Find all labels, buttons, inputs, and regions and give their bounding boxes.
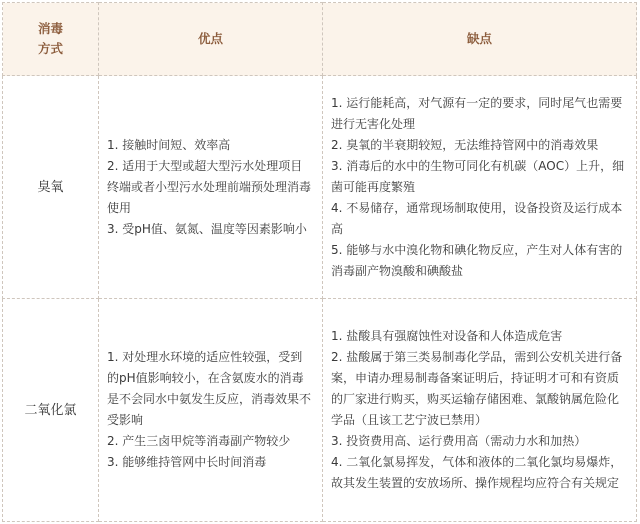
list-item: 3. 受pH值、氨氮、温度等因素影响小 [107,221,307,236]
method-cell: 臭氧 [3,76,99,299]
table-row [3,76,637,299]
header-method-line1: 消毒 [37,21,63,36]
method-cell: 二氧化氯 [3,299,99,522]
pros-cell [99,299,323,522]
header-cons: 缺点 [323,3,637,76]
list-item: 3. 能够维持管网中长时间消毒 [107,455,267,469]
header-method-line2: 方式 [37,41,63,56]
table-header-row [3,3,637,76]
list-item: 2. 产生三卤甲烷等消毒副产物较少 [107,434,291,448]
list-item: 2. 适用于大型或超大型污水处理项目终端或者小型污水处理前端预处理消毒使用 [107,158,312,215]
list-item: 1. 接触时间短、效率高 [107,137,231,152]
list-item: 4. 二氧化氯易挥发，气体和液体的二氧化氯均易爆炸，故其发生装置的安放场所、操作规程均应符合有关规定 [331,455,623,490]
list-item: 1. 对处理水环境的适应性较强，受到的pH值影响较小，在含氨废水的消毒是不会同水中氨发生反应，消毒效果不受影响 [107,350,312,427]
header-pros: 优点 [99,3,323,76]
list-item: 5. 能够与水中溴化物和碘化物反应，产生对人体有害的消毒副产物溴酸和碘酸盐 [331,242,623,278]
list-item: 1. 盐酸具有强腐蚀性对设备和人体造成危害 [331,329,563,343]
list-item: 1. 运行能耗高，对气源有一定的要求，同时尾气也需要进行无害化处理 [331,95,623,131]
cons-cell [323,299,637,522]
list-item: 2. 盐酸属于第三类易制毒化学品，需到公安机关进行备案，申请办理易制毒备案证明后，持证明才可和有资质的厂家进行购买，购买运输存储困难、氯酸钠属危险化学品（且该工艺宁波已禁用） [331,350,623,427]
list-item: 4. 不易储存，通常现场制取使用，设备投资及运行成本高 [331,200,623,236]
pros-cell [99,76,323,299]
list-item: 3. 消毒后的水中的生物可同化有机碳（AOC）上升，细菌可能再度繁殖 [331,158,625,194]
header-method [3,3,99,76]
list-item: 3. 投资费用高、运行费用高（需动力水和加热） [331,434,587,448]
list-item: 2. 臭氧的半衰期较短，无法维持管网中的消毒效果 [331,137,599,152]
table-row [3,299,637,522]
cons-cell [323,76,637,299]
comparison-table [2,2,637,522]
